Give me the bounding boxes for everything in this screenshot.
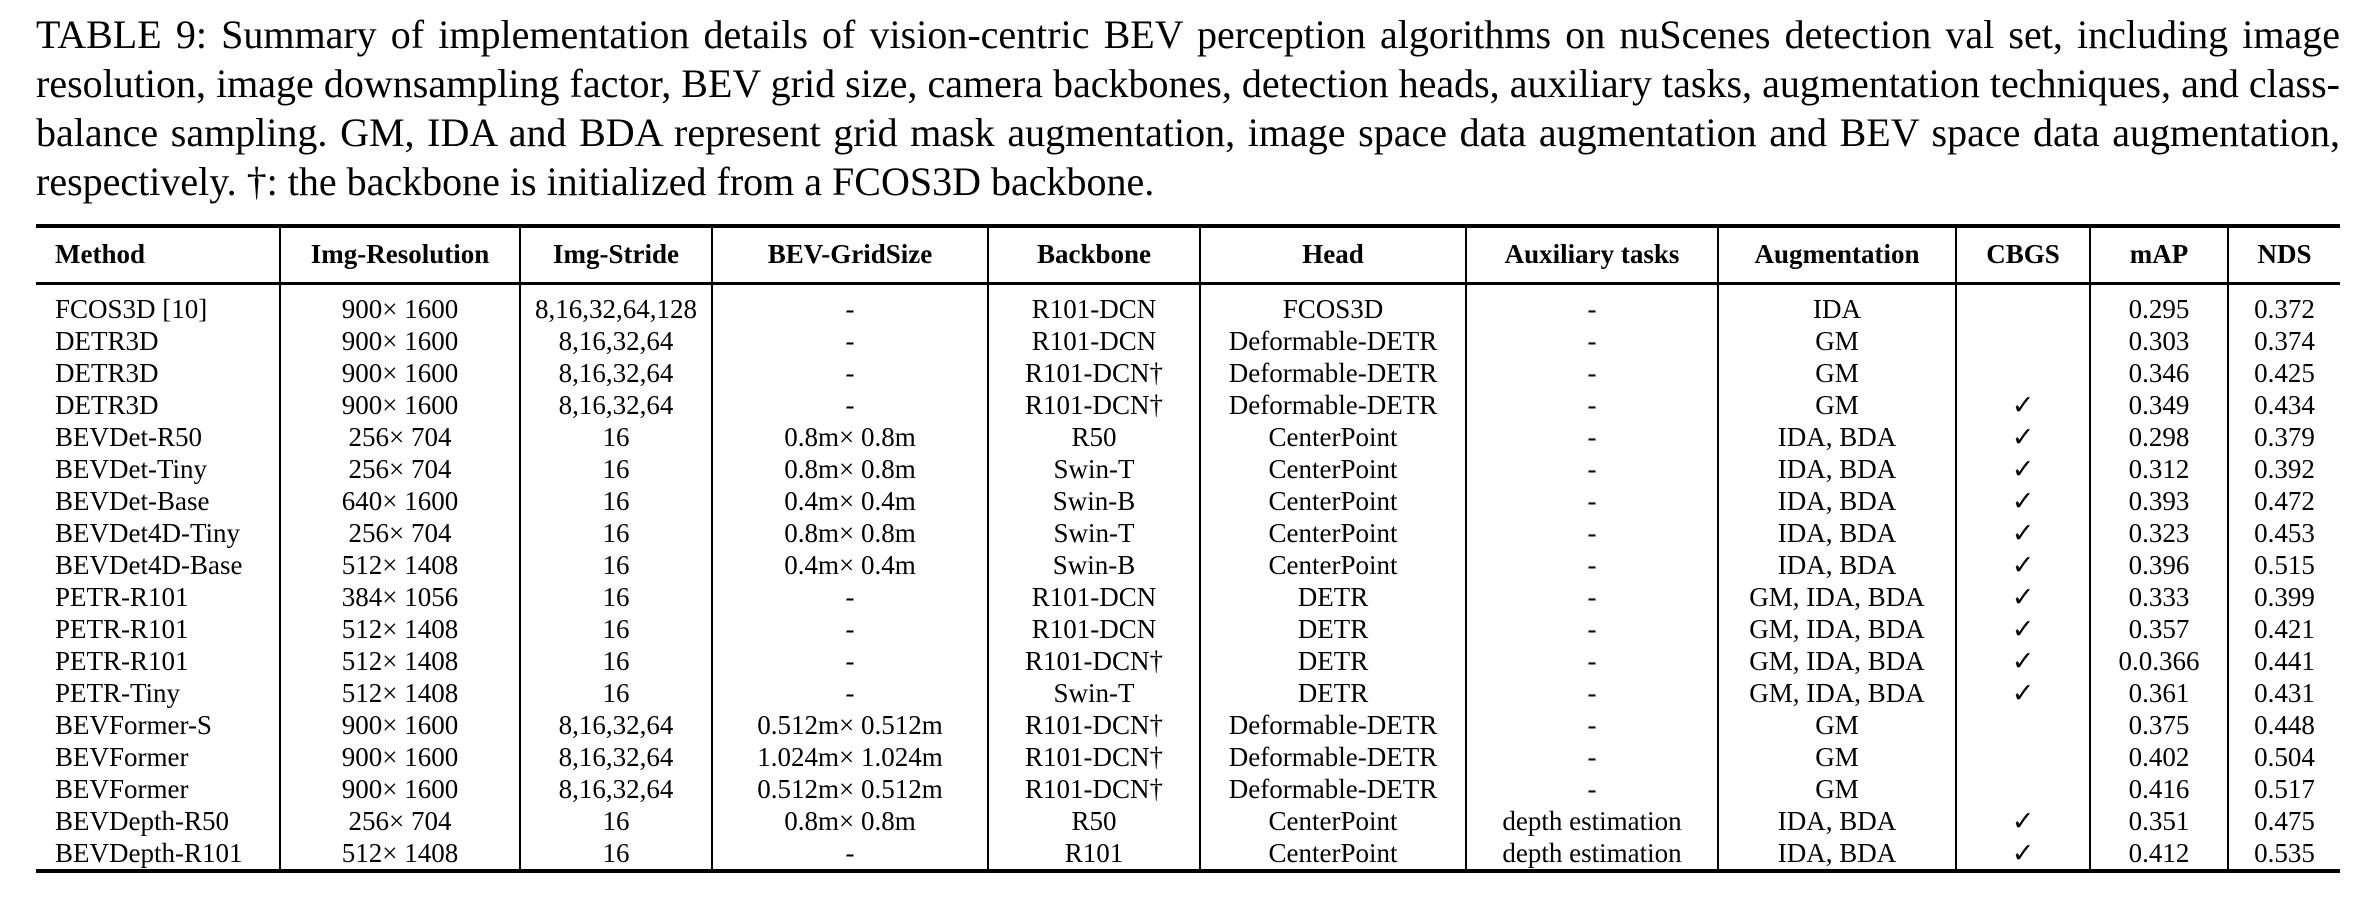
table-row-bevdet4d-tiny: [36, 517, 2340, 549]
cell-bev-gridsize: 0.4m× 0.4m: [712, 485, 988, 517]
cell-augmentation: GM, IDA, BDA: [1718, 613, 1956, 645]
cell-backbone: R101-DCN: [988, 325, 1200, 357]
cell-augmentation: IDA: [1718, 283, 1956, 325]
column-header-head: Head: [1200, 226, 1466, 283]
cell-img-stride: 8,16,32,64,128: [520, 283, 712, 325]
cell-map: 0.402: [2090, 741, 2228, 773]
cell-bev-gridsize: 0.8m× 0.8m: [712, 517, 988, 549]
cell-nds: 0.421: [2254, 613, 2315, 644]
cell-bev-gridsize: 0.8m× 0.8m: [712, 453, 988, 485]
cell-cbgs: ✓: [1956, 549, 2090, 581]
cell-augmentation: IDA, BDA: [1718, 517, 1956, 549]
table-row-bevformer-s: [36, 709, 2340, 741]
column-header-nds: NDS: [2228, 226, 2340, 283]
column-header-method: Method: [36, 226, 280, 283]
cell-map: 0.351: [2090, 805, 2228, 837]
cell-map: 0.312: [2090, 453, 2228, 485]
cell-head: CenterPoint: [1200, 837, 1466, 871]
cell-auxiliary-tasks: -: [1466, 613, 1718, 645]
cell-cbgs: ✓: [1956, 453, 2090, 485]
cell-bev-gridsize: 0.8m× 0.8m: [712, 805, 988, 837]
cell-nds: 0.453: [2254, 517, 2315, 548]
cell-img-resolution: 512× 1408: [280, 549, 520, 581]
cell-img-stride: 8,16,32,64: [520, 773, 712, 805]
cell-augmentation: GM: [1718, 709, 1956, 741]
cell-backbone: R50: [988, 805, 1200, 837]
method-cell: BEVFormer: [36, 773, 280, 805]
cell-img-resolution: 512× 1408: [280, 613, 520, 645]
cell-bev-gridsize: 1.024m× 1.024m: [712, 741, 988, 773]
table-head: [36, 226, 2340, 283]
cell-cbgs: ✓: [1956, 517, 2090, 549]
cell-auxiliary-tasks: -: [1466, 741, 1718, 773]
cell-bev-gridsize: 0.512m× 0.512m: [712, 709, 988, 741]
cell-nds: 0.535: [2228, 837, 2340, 871]
method-cell: BEVDet-R50: [36, 421, 280, 453]
cell-img-stride: 16: [520, 645, 712, 677]
cell-auxiliary-tasks: -: [1466, 485, 1718, 517]
method-cell: PETR-R101: [36, 581, 280, 613]
cell-img-resolution: 512× 1408: [280, 677, 520, 709]
method-cell: PETR-Tiny: [36, 677, 280, 709]
column-header-augmentation: Augmentation: [1718, 226, 1956, 283]
cell-augmentation: IDA, BDA: [1718, 453, 1956, 485]
cell-img-stride: 8,16,32,64: [520, 741, 712, 773]
cell-bev-gridsize: 0.512m× 0.512m: [712, 773, 988, 805]
cell-img-resolution: 512× 1408: [280, 645, 520, 677]
cell-img-stride: 8,16,32,64: [520, 325, 712, 357]
table-row-petr-r101: [36, 613, 2340, 645]
cell-map: 0.357: [2090, 613, 2228, 645]
cell-backbone: R101: [988, 837, 1200, 871]
cell-cbgs: [1956, 773, 2090, 805]
cell-img-resolution: 900× 1600: [280, 773, 520, 805]
cell-img-resolution: 900× 1600: [280, 709, 520, 741]
cell-head: DETR: [1200, 581, 1466, 613]
cell-head: DETR: [1200, 645, 1466, 677]
cell-nds: 0.441: [2254, 645, 2315, 676]
cell-augmentation: GM, IDA, BDA: [1718, 677, 1956, 709]
table-caption: [36, 10, 2340, 206]
cell-nds: 0.515: [2254, 549, 2315, 580]
cell-backbone: Swin-B: [988, 485, 1200, 517]
cell-augmentation: GM: [1718, 389, 1956, 421]
cell-augmentation: IDA, BDA: [1718, 837, 1956, 871]
cell-augmentation: GM, IDA, BDA: [1718, 581, 1956, 613]
table-row-bevdet-tiny: [36, 453, 2340, 485]
column-header-cbgs: CBGS: [1956, 226, 2090, 283]
cell-augmentation: GM: [1718, 325, 1956, 357]
cell-head: CenterPoint: [1200, 805, 1466, 837]
cell-auxiliary-tasks: -: [1466, 773, 1718, 805]
cell-augmentation: GM, IDA, BDA: [1718, 645, 1956, 677]
method-cell: PETR-R101: [36, 613, 280, 645]
cell-head: Deformable-DETR: [1200, 741, 1466, 773]
header-row: [36, 226, 2340, 283]
cell-augmentation: IDA, BDA: [1718, 549, 1956, 581]
table-body: [36, 283, 2340, 871]
method-cell: BEVDet4D-Base: [36, 549, 280, 581]
cell-backbone: R101-DCN†: [988, 773, 1200, 805]
cell-auxiliary-tasks: -: [1466, 549, 1718, 581]
cell-img-stride: 16: [520, 485, 712, 517]
cell-map: 0.303: [2090, 325, 2228, 357]
table-row-petr-r101: [36, 581, 2340, 613]
table-row-bevformer: [36, 773, 2340, 805]
method-cell: PETR-R101: [36, 645, 280, 677]
cell-backbone: Swin-B: [988, 549, 1200, 581]
cell-img-stride: 16: [520, 837, 712, 871]
cell-auxiliary-tasks: -: [1466, 581, 1718, 613]
table-row-bevdet-base: [36, 485, 2340, 517]
table-row-petr-tiny: [36, 677, 2340, 709]
cell-img-resolution: 384× 1056: [280, 581, 520, 613]
cell-backbone: Swin-T: [988, 453, 1200, 485]
cell-backbone: R101-DCN†: [988, 357, 1200, 389]
cell-cbgs: ✓: [1956, 677, 2090, 709]
method-cell: BEVDet-Tiny: [36, 453, 280, 485]
cell-img-stride: 16: [520, 549, 712, 581]
method-cell: DETR3D: [36, 325, 280, 357]
cell-nds: 0.374: [2254, 325, 2315, 356]
cell-cbgs: [1956, 283, 2090, 325]
cell-img-resolution: 640× 1600: [280, 485, 520, 517]
cell-auxiliary-tasks: -: [1466, 283, 1718, 325]
table-row-detr3d: [36, 357, 2340, 389]
column-header-img-stride: Img-Stride: [520, 226, 712, 283]
table-row-petr-r101: [36, 645, 2340, 677]
cell-nds: 0.431: [2254, 677, 2315, 708]
cell-nds: 0.425: [2254, 357, 2315, 388]
cell-map: 0.349: [2090, 389, 2228, 421]
column-header-auxiliary-tasks: Auxiliary tasks: [1466, 226, 1718, 283]
table-row-bevdet-r50: [36, 421, 2340, 453]
cell-backbone: Swin-T: [988, 517, 1200, 549]
cell-map: 0.298: [2090, 421, 2228, 453]
cell-auxiliary-tasks: -: [1466, 709, 1718, 741]
cell-map: 0.416: [2090, 773, 2228, 805]
table-row-detr3d: [36, 325, 2340, 357]
table-row-bevformer: [36, 741, 2340, 773]
cell-cbgs: ✓: [1956, 837, 2090, 871]
cell-augmentation: GM: [1718, 741, 1956, 773]
cell-auxiliary-tasks: -: [1466, 389, 1718, 421]
caption-label: TABLE 9:: [36, 12, 207, 57]
cell-cbgs: ✓: [1956, 805, 2090, 837]
cell-auxiliary-tasks: -: [1466, 517, 1718, 549]
results-table: [36, 224, 2340, 873]
cell-cbgs: [1956, 741, 2090, 773]
cell-cbgs: ✓: [1956, 581, 2090, 613]
cell-head: Deformable-DETR: [1200, 389, 1466, 421]
cell-head: DETR: [1200, 677, 1466, 709]
method-cell: BEVDet-Base: [36, 485, 280, 517]
cell-bev-gridsize: -: [712, 677, 988, 709]
cell-img-resolution: 256× 704: [280, 421, 520, 453]
method-cell: BEVFormer-S: [36, 709, 280, 741]
cell-head: CenterPoint: [1200, 517, 1466, 549]
cell-head: Deformable-DETR: [1200, 325, 1466, 357]
cell-img-resolution: 256× 704: [280, 453, 520, 485]
cell-map: 0.295: [2090, 283, 2228, 325]
cell-img-resolution: 256× 704: [280, 517, 520, 549]
cell-cbgs: ✓: [1956, 389, 2090, 421]
cell-map: 0.361: [2090, 677, 2228, 709]
method-cell: BEVDet4D-Tiny: [36, 517, 280, 549]
cell-cbgs: ✓: [1956, 421, 2090, 453]
cell-nds: 0.448: [2254, 709, 2315, 740]
cell-img-resolution: 256× 704: [280, 805, 520, 837]
cell-backbone: R50: [988, 421, 1200, 453]
table-row-fcos3d-10: [36, 283, 2340, 325]
method-cell: DETR3D: [36, 389, 280, 421]
cell-augmentation: IDA, BDA: [1718, 421, 1956, 453]
cell-map: 0.0.366: [2090, 645, 2228, 677]
cell-bev-gridsize: -: [712, 837, 988, 871]
cell-head: CenterPoint: [1200, 453, 1466, 485]
cell-backbone: R101-DCN†: [988, 645, 1200, 677]
cell-img-resolution: 512× 1408: [280, 837, 520, 871]
cell-auxiliary-tasks: -: [1466, 325, 1718, 357]
cell-nds: 0.434: [2254, 389, 2315, 420]
cell-img-resolution: 900× 1600: [280, 325, 520, 357]
cell-map: 0.375: [2090, 709, 2228, 741]
cell-map: 0.323: [2090, 517, 2228, 549]
caption-text: Summary of implementation details of vision-centric BEV perception algorithms on nuScenes detection val set, including image resolution, image downsampling factor, BEV grid size, camera backbones, detection heads, auxiliary tasks, augmentation techniques, and class-balance sampling. GM, IDA and BDA represent grid mask augmentation, image space data augmentation and BEV space data augmentation, respectively. †: the backbone is initialized from a FCOS3D backbone.: [36, 12, 2340, 204]
cell-backbone: R101-DCN†: [988, 709, 1200, 741]
cell-bev-gridsize: -: [712, 283, 988, 325]
cell-nds: 0.399: [2254, 581, 2315, 612]
cell-auxiliary-tasks: depth estimation: [1466, 805, 1718, 837]
cell-cbgs: ✓: [1956, 613, 2090, 645]
cell-cbgs: [1956, 709, 2090, 741]
cell-nds: 0.475: [2254, 805, 2315, 836]
cell-img-resolution: 900× 1600: [280, 389, 520, 421]
method-cell: DETR3D: [36, 357, 280, 389]
cell-nds: 0.472: [2254, 485, 2315, 516]
cell-img-resolution: 900× 1600: [280, 283, 520, 325]
cell-nds: 0.504: [2254, 741, 2315, 772]
cell-nds: 0.372: [2254, 293, 2315, 324]
cell-bev-gridsize: -: [712, 581, 988, 613]
cell-bev-gridsize: 0.8m× 0.8m: [712, 421, 988, 453]
cell-augmentation: GM: [1718, 357, 1956, 389]
cell-cbgs: ✓: [1956, 645, 2090, 677]
cell-img-resolution: 900× 1600: [280, 357, 520, 389]
cell-img-stride: 16: [520, 805, 712, 837]
cell-backbone: R101-DCN: [988, 283, 1200, 325]
cell-bev-gridsize: -: [712, 325, 988, 357]
cell-nds: 0.379: [2254, 421, 2315, 452]
method-cell: BEVDepth-R101: [36, 837, 280, 871]
cell-head: Deformable-DETR: [1200, 709, 1466, 741]
cell-backbone: R101-DCN†: [988, 389, 1200, 421]
column-header-bev-gridsize: BEV-GridSize: [712, 226, 988, 283]
cell-auxiliary-tasks: -: [1466, 677, 1718, 709]
cell-img-stride: 8,16,32,64: [520, 357, 712, 389]
cell-cbgs: [1956, 357, 2090, 389]
cell-img-stride: 8,16,32,64: [520, 709, 712, 741]
cell-auxiliary-tasks: -: [1466, 645, 1718, 677]
cell-map: 0.333: [2090, 581, 2228, 613]
cell-backbone: R101-DCN: [988, 581, 1200, 613]
cell-img-resolution: 900× 1600: [280, 741, 520, 773]
cell-head: Deformable-DETR: [1200, 773, 1466, 805]
method-cell: FCOS3D [10]: [36, 283, 280, 325]
cell-img-stride: 16: [520, 517, 712, 549]
cell-bev-gridsize: -: [712, 645, 988, 677]
cell-map: 0.396: [2090, 549, 2228, 581]
cell-head: DETR: [1200, 613, 1466, 645]
cell-backbone: R101-DCN: [988, 613, 1200, 645]
cell-backbone: Swin-T: [988, 677, 1200, 709]
cell-nds: 0.392: [2254, 453, 2315, 484]
cell-img-stride: 16: [520, 421, 712, 453]
cell-img-stride: 16: [520, 453, 712, 485]
cell-backbone: R101-DCN†: [988, 741, 1200, 773]
cell-bev-gridsize: -: [712, 613, 988, 645]
cell-auxiliary-tasks: -: [1466, 453, 1718, 485]
cell-img-stride: 16: [520, 677, 712, 709]
table-row-bevdepth-r101: [36, 837, 2340, 871]
cell-head: Deformable-DETR: [1200, 357, 1466, 389]
cell-cbgs: [1956, 325, 2090, 357]
cell-map: 0.346: [2090, 357, 2228, 389]
method-cell: BEVFormer: [36, 741, 280, 773]
table-row-bevdepth-r50: [36, 805, 2340, 837]
cell-augmentation: IDA, BDA: [1718, 805, 1956, 837]
cell-auxiliary-tasks: depth estimation: [1466, 837, 1718, 871]
cell-map: 0.412: [2090, 837, 2228, 871]
cell-auxiliary-tasks: -: [1466, 421, 1718, 453]
cell-head: CenterPoint: [1200, 485, 1466, 517]
cell-auxiliary-tasks: -: [1466, 357, 1718, 389]
cell-head: CenterPoint: [1200, 421, 1466, 453]
column-header-backbone: Backbone: [988, 226, 1200, 283]
cell-head: FCOS3D: [1200, 283, 1466, 325]
method-cell: BEVDepth-R50: [36, 805, 280, 837]
cell-head: CenterPoint: [1200, 549, 1466, 581]
cell-img-stride: 16: [520, 581, 712, 613]
cell-img-stride: 8,16,32,64: [520, 389, 712, 421]
cell-img-stride: 16: [520, 613, 712, 645]
cell-augmentation: GM: [1718, 773, 1956, 805]
table-row-bevdet4d-base: [36, 549, 2340, 581]
cell-map: 0.393: [2090, 485, 2228, 517]
cell-cbgs: ✓: [1956, 485, 2090, 517]
table-row-detr3d: [36, 389, 2340, 421]
cell-augmentation: IDA, BDA: [1718, 485, 1956, 517]
cell-nds: 0.517: [2254, 773, 2315, 804]
cell-bev-gridsize: -: [712, 357, 988, 389]
column-header-map: mAP: [2090, 226, 2228, 283]
column-header-img-resolution: Img-Resolution: [280, 226, 520, 283]
cell-bev-gridsize: 0.4m× 0.4m: [712, 549, 988, 581]
cell-bev-gridsize: -: [712, 389, 988, 421]
